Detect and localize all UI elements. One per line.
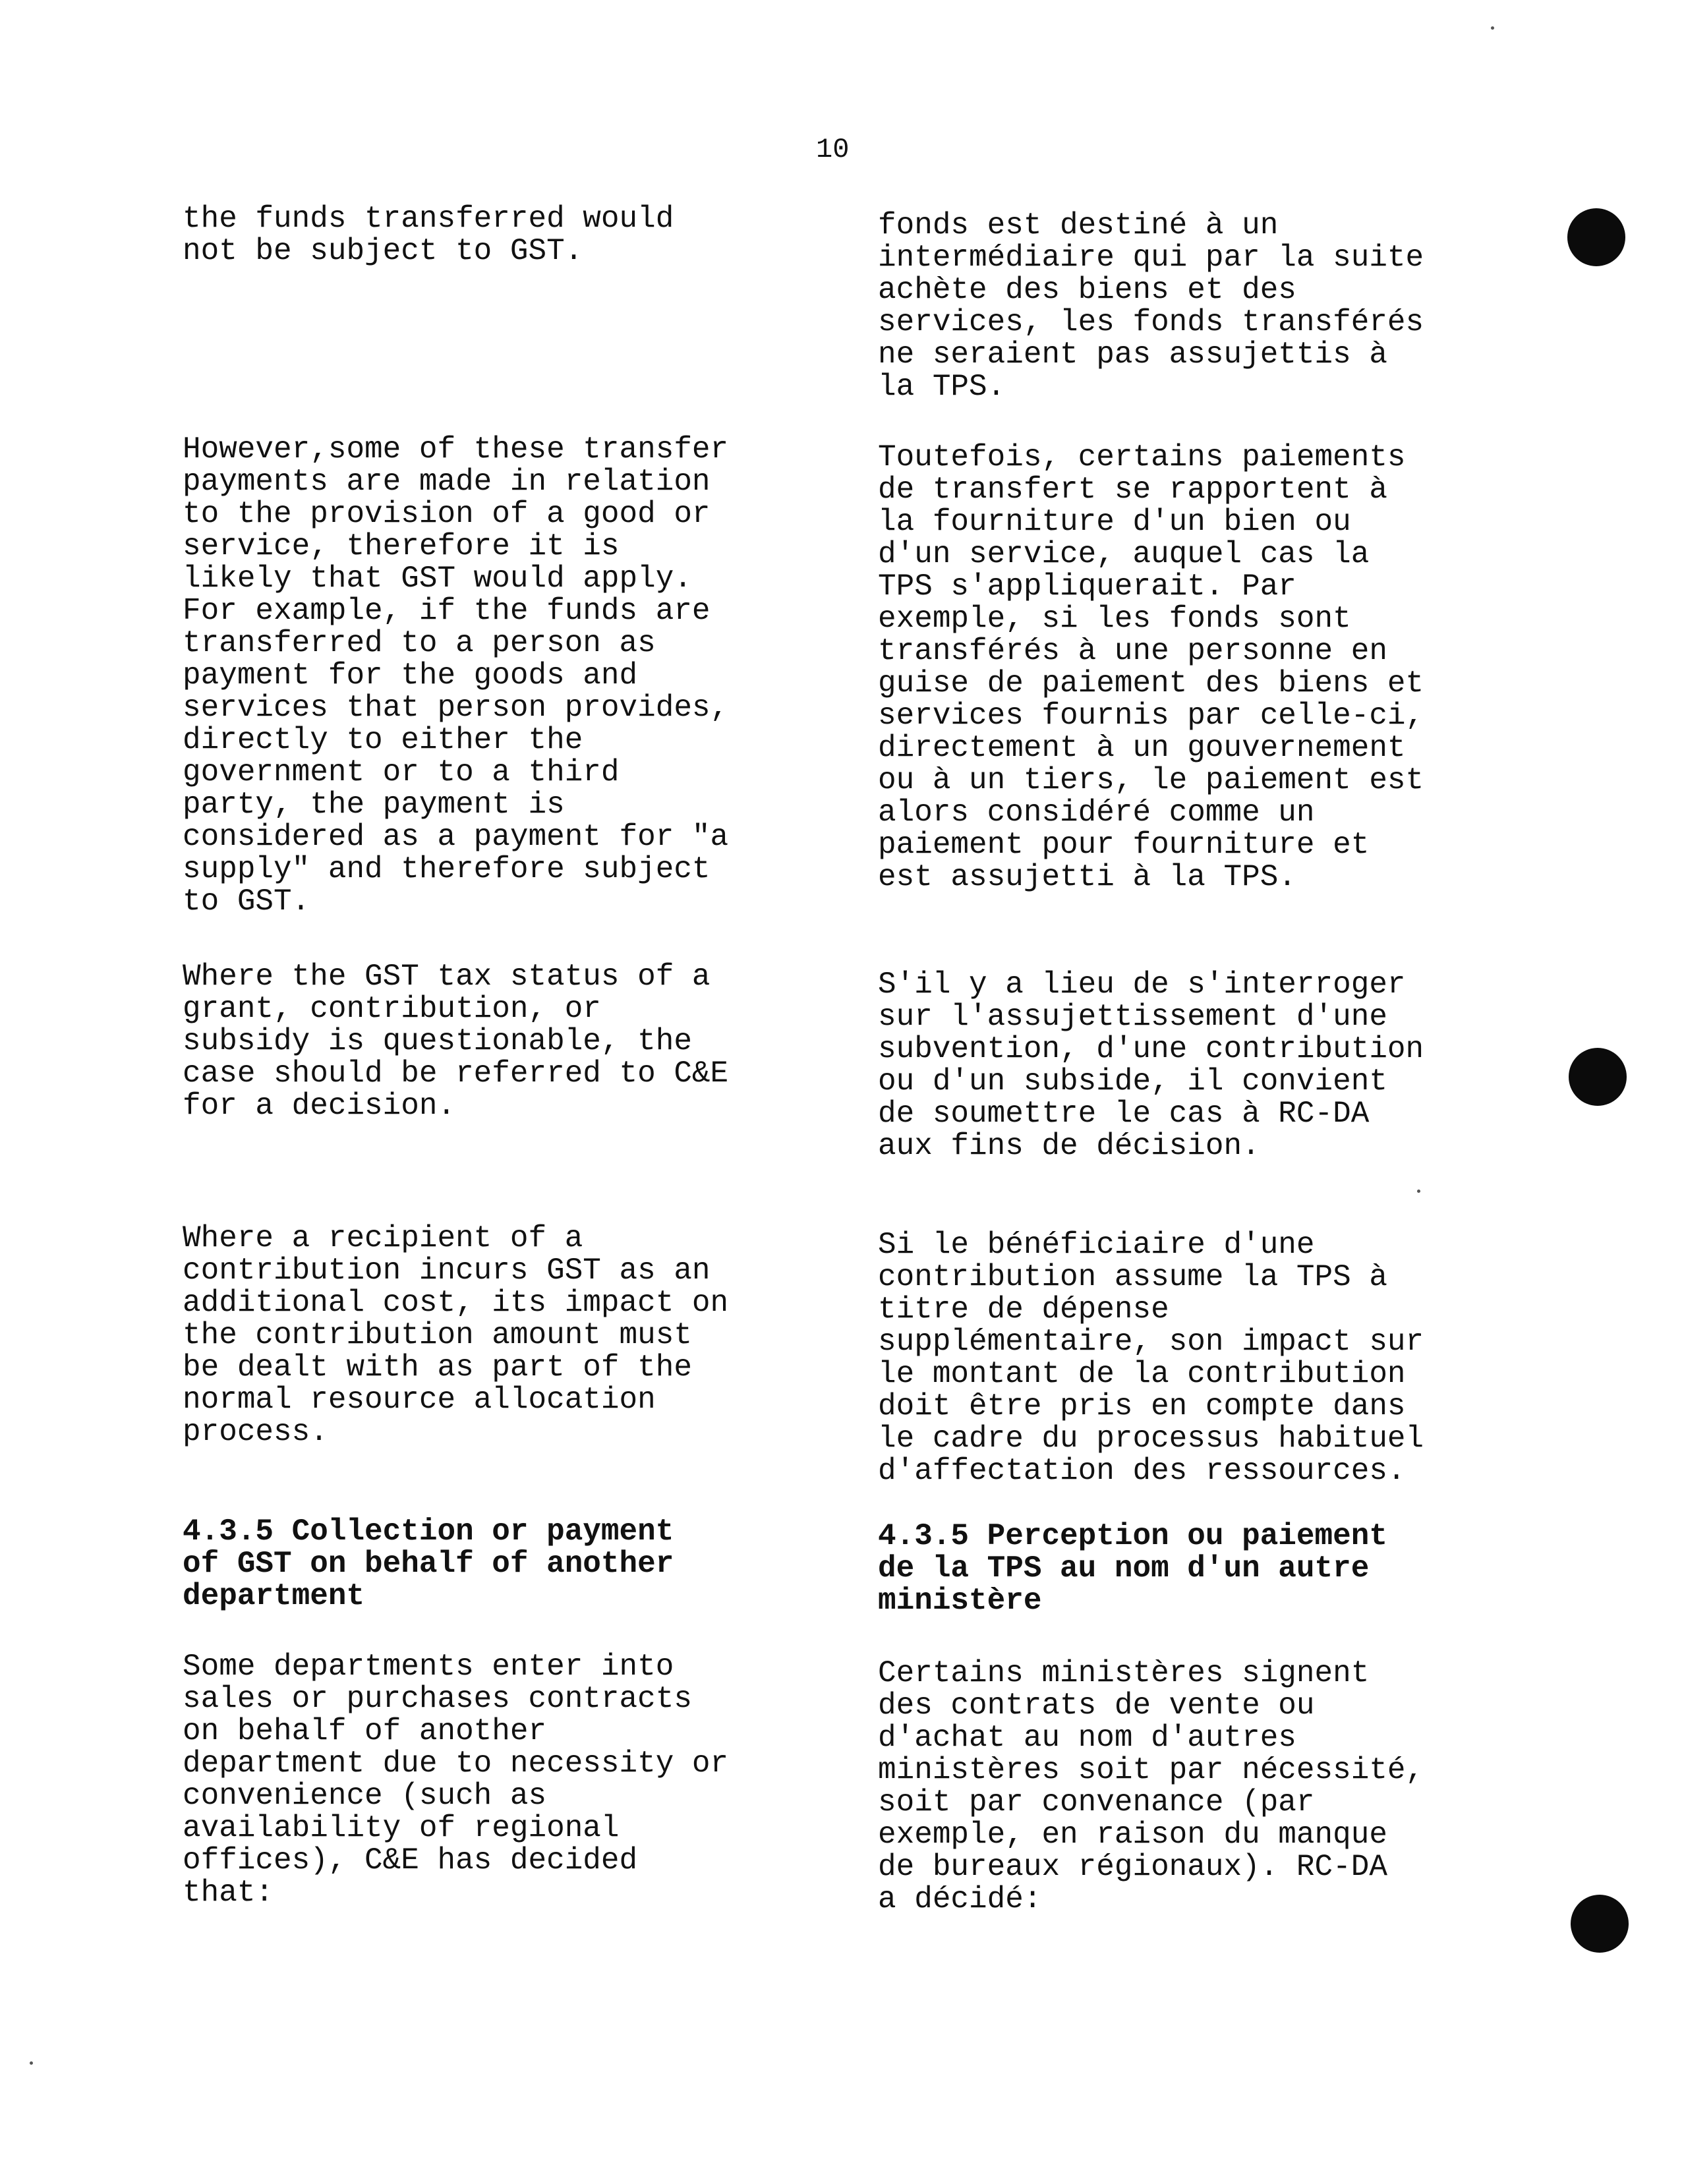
french-paragraph-1: fonds est destiné à un intermédiaire qui par la suite achète des biens et des services, les fonds transférés ne seraient pas assujettis à la TPS. <box>878 208 1424 404</box>
scan-speck <box>1491 26 1494 30</box>
french-paragraph-2: Toutefois, certains paiements de transfert se rapportent à la fourniture d'un bien ou d'un service, auquel cas la TPS s'appliquerait. Par exemple, si les fonds sont transférés à une personne en guise de paiement des biens et services fournis par celle-ci, directement à un gouvernement ou à un tiers, le paiement est alors considéré comme un paiement pour fourniture et est assujetti à la TPS. <box>878 440 1424 894</box>
english-paragraph-4: Where a recipient of a contribution incurs GST as an additional cost, its impact on the contribution amount must be dealt with as part of the normal resource allocation process. <box>183 1221 729 1449</box>
french-paragraph-4: Si le bénéficiaire d'une contribution assume la TPS à titre de dépense supplémentaire, son impact sur le montant de la contribution doit être pris en compte dans le cadre du processus habituel d'affectation des ressources. <box>878 1228 1424 1488</box>
english-paragraph-3: Where the GST tax status of a grant, contribution, or subsidy is questionable, the case should be referred to C&E for a decision. <box>183 960 729 1123</box>
punch-hole-middle <box>1569 1048 1627 1106</box>
english-paragraph-2: However,some of these transfer payments are made in relation to the provision of a good or service, therefore it is likely that GST would apply. For example, if the funds are transferred to a person as payment for the goods and services that person provides, directly to either the government or to a third party, the payment is considered as a payment for "a supply" and therefore subject to GST. <box>183 432 729 919</box>
punch-hole-bottom <box>1571 1895 1629 1953</box>
scan-speck <box>30 2061 33 2065</box>
scan-speck <box>1417 1190 1420 1193</box>
punch-hole-top <box>1567 208 1625 266</box>
page-number: 10 <box>816 134 850 165</box>
french-paragraph-3: S'il y a lieu de s'interroger sur l'assujettissement d'une subvention, d'une contribution ou d'un subside, il convient de soumettre le cas à RC-DA aux fins de décision. <box>878 967 1424 1163</box>
english-paragraph-5: Some departments enter into sales or purchases contracts on behalf of another department due to necessity or convenience (such as availability of regional offices), C&E has decided that: <box>183 1650 729 1910</box>
english-paragraph-1: the funds transferred would not be subject to GST. <box>183 202 674 268</box>
french-paragraph-5: Certains ministères signent des contrats de vente ou d'achat au nom d'autres ministères soit par nécessité, soit par convenance (par exemple, en raison du manque de bureaux régionaux). RC-DA a décidé: <box>878 1656 1424 1916</box>
english-section-heading: 4.3.5 Collection or payment of GST on behalf of another department <box>183 1514 674 1613</box>
french-section-heading: 4.3.5 Perception ou paiement de la TPS au nom d'un autre ministère <box>878 1519 1387 1618</box>
